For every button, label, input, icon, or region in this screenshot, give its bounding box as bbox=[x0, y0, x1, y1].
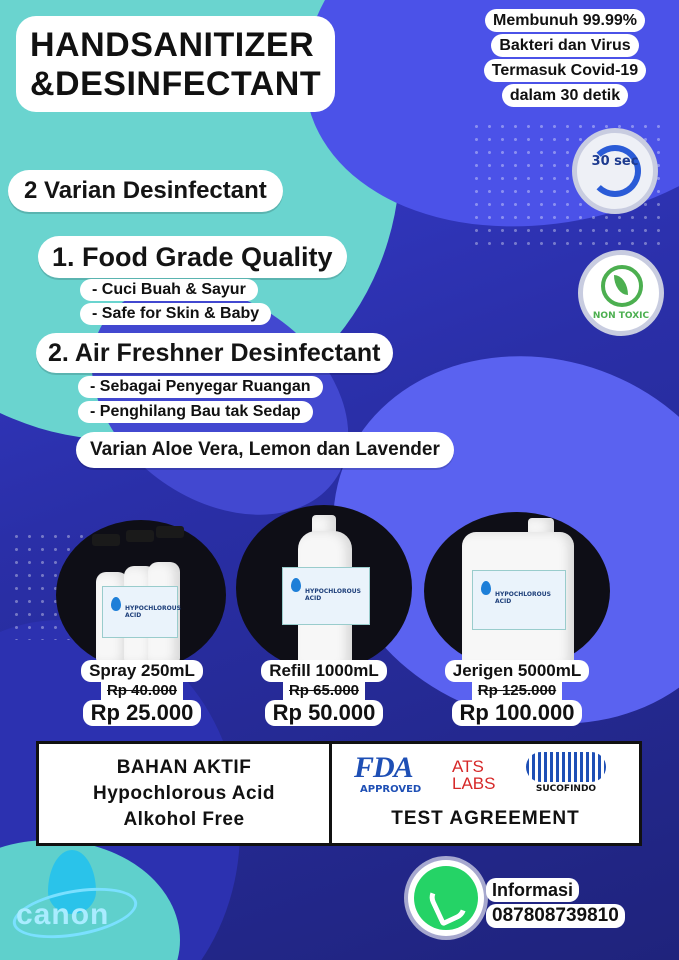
ats-labs-logo bbox=[452, 758, 495, 792]
active-ingredient bbox=[39, 744, 332, 843]
drop-icon bbox=[291, 578, 301, 592]
variants-heading: 2 Varian Desinfectant bbox=[8, 170, 283, 212]
non-toxic-label: NON TOXIC bbox=[592, 311, 650, 321]
contact-label: Informasi bbox=[486, 878, 579, 902]
contact-phone[interactable]: 087808739810 bbox=[486, 904, 625, 928]
old-price: Rp 65.000 bbox=[283, 682, 365, 700]
variant-1-title: 1. Food Grade Quality bbox=[38, 236, 347, 278]
product-name: Spray 250mL bbox=[81, 660, 203, 682]
ingredient-name: Hypochlorous Acid bbox=[93, 782, 275, 804]
efficacy-claim bbox=[454, 8, 676, 108]
title-line-1: HANDSANITIZER bbox=[30, 26, 315, 64]
leaf-icon bbox=[601, 265, 643, 307]
fda-text: FDA bbox=[354, 751, 413, 784]
variant-2-bullet-2: - Penghilang Bau tak Sedap bbox=[78, 401, 313, 423]
ingredient-note: Alkohol Free bbox=[123, 808, 245, 830]
timer-icon bbox=[589, 145, 641, 197]
variant-1-bullet-2: - Safe for Skin & Baby bbox=[80, 303, 271, 325]
product-label bbox=[282, 567, 370, 625]
claim-line-4: dalam 30 detik bbox=[502, 84, 628, 107]
fda-logo bbox=[354, 752, 432, 795]
globe-icon bbox=[526, 752, 606, 782]
spray-trigger-icon bbox=[156, 526, 184, 538]
timer-label: 30 sec bbox=[591, 154, 639, 169]
product-label bbox=[472, 570, 566, 630]
old-price: Rp 125.000 bbox=[472, 682, 562, 700]
old-price: Rp 40.000 bbox=[101, 682, 183, 700]
whatsapp-icon[interactable] bbox=[408, 860, 484, 936]
claim-line-2: Bakteri dan Virus bbox=[491, 34, 638, 57]
claim-line-3: Termasuk Covid-19 bbox=[484, 59, 646, 82]
scent-variants: Varian Aloe Vera, Lemon dan Lavender bbox=[76, 432, 454, 468]
product-label-text: HYPOCHLOROUS ACID bbox=[495, 591, 551, 605]
product-label-text: HYPOCHLOROUS ACID bbox=[125, 605, 181, 619]
claim-line-1: Membunuh 99.99% bbox=[485, 9, 645, 32]
product-name: Refill 1000mL bbox=[261, 660, 387, 682]
page-title bbox=[16, 16, 335, 112]
variant-2-bullet-1: - Sebagai Penyegar Ruangan bbox=[78, 376, 323, 398]
labs-text: LABS bbox=[452, 774, 496, 793]
variant-1-bullet-1: - Cuci Buah & Sayur bbox=[80, 279, 258, 301]
product-label bbox=[102, 586, 181, 638]
info-box bbox=[36, 741, 642, 846]
ingredient-heading: BAHAN AKTIF bbox=[116, 756, 252, 778]
sale-price: Rp 50.000 bbox=[265, 700, 384, 726]
sucofindo-logo bbox=[524, 752, 608, 794]
contact-info bbox=[486, 878, 625, 928]
fda-approved: APPROVED bbox=[360, 784, 422, 795]
product-jerigen-image bbox=[424, 512, 610, 670]
variant-2-title: 2. Air Freshner Desinfectant bbox=[36, 333, 393, 373]
drop-icon bbox=[481, 581, 491, 595]
sale-price: Rp 25.000 bbox=[83, 700, 202, 726]
title-line-2: &DESINFECTANT bbox=[30, 65, 322, 103]
product-spray-image bbox=[56, 520, 226, 670]
spray-trigger-icon bbox=[126, 530, 154, 542]
spray-trigger-icon bbox=[92, 534, 120, 546]
timer-badge bbox=[572, 128, 658, 214]
price-refill bbox=[236, 660, 412, 726]
product-label-text: HYPOCHLOROUS ACID bbox=[305, 588, 361, 602]
brand-logo bbox=[8, 850, 138, 950]
brand-name: canon bbox=[16, 898, 110, 931]
drop-icon bbox=[111, 597, 121, 611]
ats-text: ATS bbox=[452, 757, 484, 776]
test-agreement: TEST AGREEMENT bbox=[391, 808, 580, 829]
price-jerigen bbox=[422, 660, 612, 726]
sale-price: Rp 100.000 bbox=[452, 700, 583, 726]
price-spray bbox=[52, 660, 232, 726]
product-refill-image bbox=[236, 505, 412, 671]
non-toxic-badge bbox=[578, 250, 664, 336]
product-name: Jerigen 5000mL bbox=[445, 660, 590, 682]
certifications bbox=[332, 744, 639, 843]
sucofindo-text: SUCOFINDO bbox=[535, 784, 597, 794]
